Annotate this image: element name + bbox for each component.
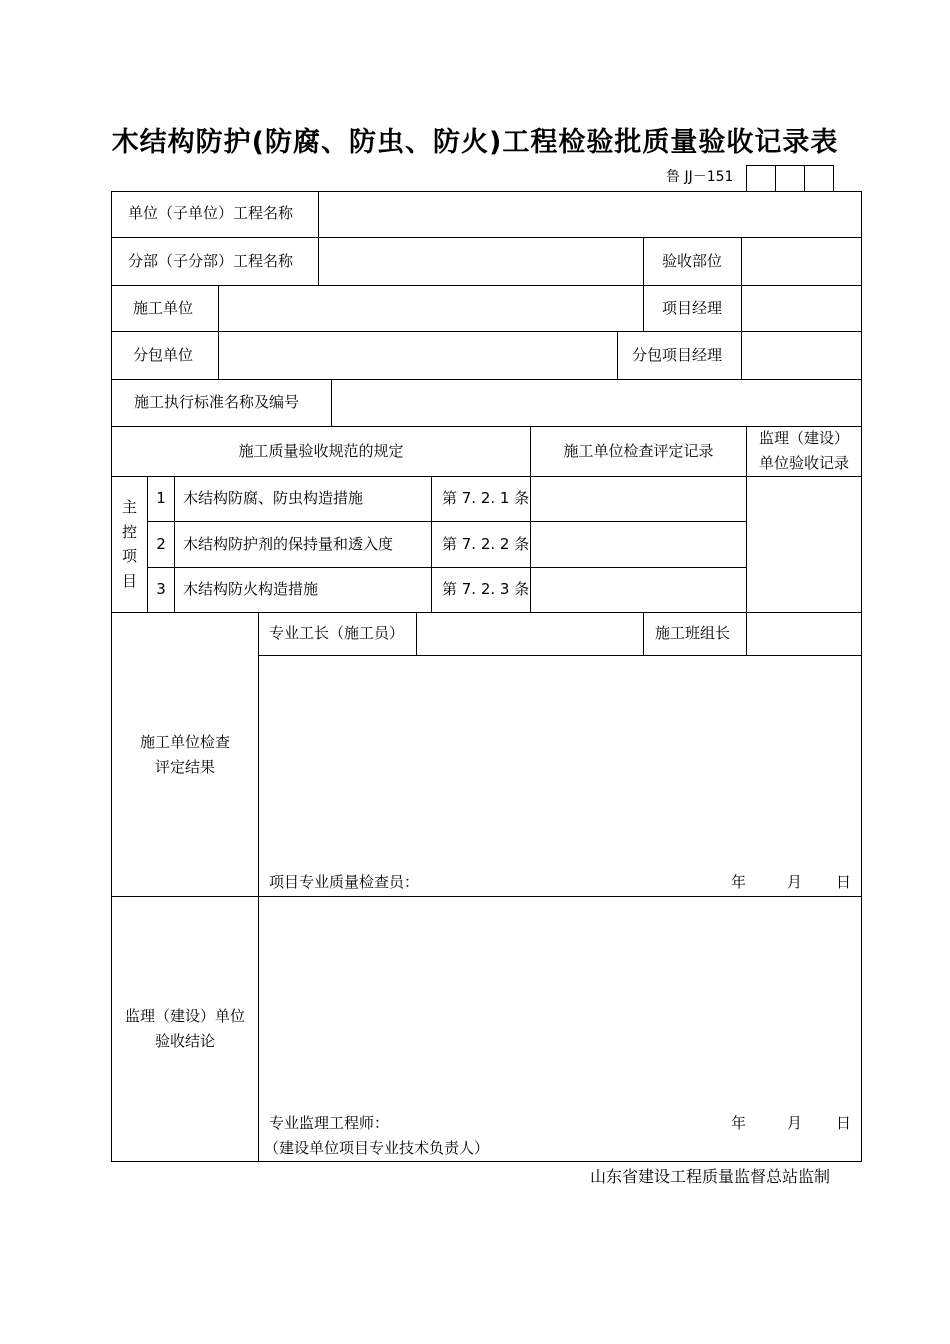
item-name: 木结构防火构造措施 (183, 580, 319, 598)
main-control-label-char: 目 (121, 572, 137, 590)
item-clause: 第 7. 2. 3 条 (442, 580, 530, 598)
supervision-result-label-line1: 监理（建设）单位 (124, 1007, 245, 1025)
date-day: 日 (836, 1114, 852, 1132)
date-day: 日 (836, 873, 852, 891)
item-number: 2 (156, 535, 166, 553)
item-clause: 第 7. 2. 2 条 (442, 535, 530, 553)
team-leader-label: 施工班组长 (655, 624, 731, 642)
date-year: 年 (731, 1114, 747, 1132)
spec-header: 施工质量验收规范的规定 (238, 442, 404, 460)
construction-unit-label: 施工单位 (133, 299, 194, 317)
quality-inspector-label: 项目专业质量检查员： (269, 873, 420, 891)
main-control-label-char: 项 (121, 547, 137, 565)
supervision-header-line2: 单位验收记录 (758, 454, 849, 472)
standard-name-label: 施工执行标准名称及编号 (134, 393, 300, 411)
project-manager-label: 项目经理 (662, 299, 723, 317)
check-record-header: 施工单位检查评定记录 (563, 442, 714, 460)
date-month: 月 (787, 873, 803, 891)
number-box[interactable] (776, 166, 805, 192)
form-title: 木结构防护(防腐、防虫、防火)工程检验批质量验收记录表 (111, 127, 839, 158)
form-number-boxes (746, 165, 834, 192)
item-name: 木结构防腐、防虫构造措施 (183, 489, 364, 507)
acceptance-part-label: 验收部位 (662, 252, 723, 270)
main-control-label-char: 主 (121, 498, 137, 516)
supervision-header-line1: 监理（建设） (758, 429, 849, 447)
number-box[interactable] (805, 166, 833, 192)
supervision-engineer-note: （建设单位项目专业技术负责人） (264, 1139, 490, 1157)
subcontract-unit-label: 分包单位 (133, 346, 194, 364)
supervision-engineer-label: 专业监理工程师： (269, 1114, 390, 1132)
item-clause: 第 7. 2. 1 条 (442, 489, 530, 507)
subcontract-manager-label: 分包项目经理 (632, 346, 723, 364)
date-year: 年 (731, 873, 747, 891)
construction-result-label-line1: 施工单位检查 (139, 733, 230, 751)
sub-project-name-label: 分部（子分部）工程名称 (128, 252, 294, 270)
supervision-result-label-line2: 验收结论 (154, 1032, 215, 1050)
item-number: 1 (156, 489, 166, 507)
main-control-label-char: 控 (121, 523, 137, 541)
item-name: 木结构防护剂的保持量和透入度 (183, 535, 394, 553)
construction-result-label-line2: 评定结果 (154, 758, 215, 776)
form-code: 鲁 JJ－151 (666, 169, 734, 185)
date-month: 月 (787, 1114, 803, 1132)
footer-issuer: 山东省建设工程质量监督总站监制 (590, 1167, 831, 1186)
number-box[interactable] (747, 166, 776, 192)
foreman-label: 专业工长（施工员） (269, 624, 405, 642)
item-number: 3 (156, 580, 166, 598)
unit-project-name-label: 单位（子单位）工程名称 (128, 204, 294, 222)
